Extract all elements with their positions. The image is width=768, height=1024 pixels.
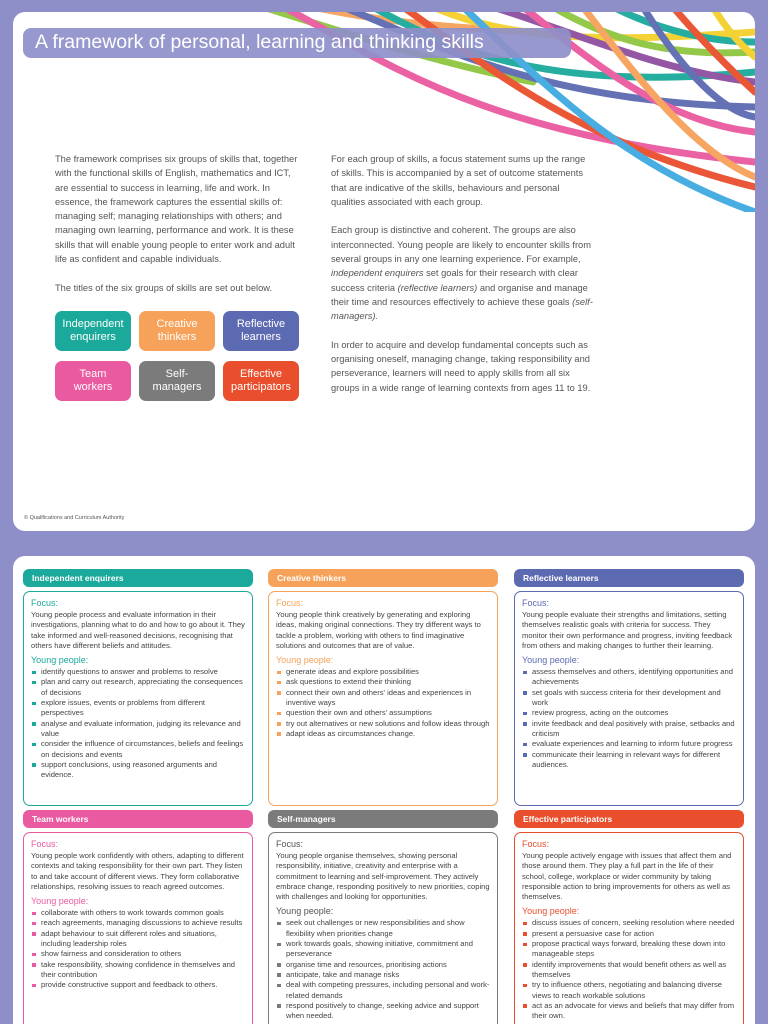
list-item: communicate their learning in relevant ways for different audiences. bbox=[522, 750, 736, 771]
skills-detail-page bbox=[13, 556, 755, 1024]
focus-label: Focus: bbox=[522, 598, 550, 608]
group-header: Team workers bbox=[23, 810, 253, 828]
group-header: Reflective learners bbox=[514, 569, 744, 587]
focus-label: Focus: bbox=[276, 598, 304, 608]
group-box bbox=[23, 832, 253, 1024]
page-title: A framework of personal, learning and thinking skills bbox=[35, 31, 484, 53]
list-item: seek out challenges or new responsibilities and show flexibility when priorities change bbox=[276, 918, 490, 939]
pill-creative-thinkers: Creative thinkers bbox=[139, 311, 215, 351]
focus-label: Focus: bbox=[522, 839, 550, 849]
pill-effective-participators: Effective participators bbox=[223, 361, 299, 401]
list-item: analyse and evaluate information, judging its relevance and value bbox=[31, 719, 245, 740]
pill-team-workers: Team workers bbox=[55, 361, 131, 401]
list-item: organise time and resources, prioritising actions bbox=[276, 960, 490, 970]
group-box bbox=[514, 832, 744, 1024]
focus-text: Young people evaluate their strengths and limitations, setting themselves realistic goals with criteria for success. They monitor their own performance and progress, inviting feedback from others and making changes to further their learning. bbox=[522, 610, 733, 650]
list-item: question their own and others' assumptions bbox=[276, 708, 490, 718]
young-people-label: Young people: bbox=[31, 655, 89, 666]
intro-paragraph: In order to acquire and develop fundamental concepts such as organising oneself, managing change, taking responsibility and perseverance, learners will need to apply skills from all six groups in a wide range of learning contexts from ages 11 to 19. bbox=[331, 339, 591, 393]
young-people-label: Young people: bbox=[276, 655, 334, 666]
list-item: adapt behaviour to suit different roles and situations, including leadership roles bbox=[31, 929, 245, 950]
list-item: connect their own and others' ideas and experiences in inventive ways bbox=[276, 688, 490, 709]
pill-reflective-learners: Reflective learners bbox=[223, 311, 299, 351]
outcome-list bbox=[276, 918, 490, 1021]
outcome-list bbox=[522, 667, 736, 770]
focus-text: Young people process and evaluate information in their investigations, planning what to do and how to go about it. They take informed and well-reasoned decisions, recognising that others have different beliefs and attitudes. bbox=[31, 610, 245, 650]
focus-text: Young people actively engage with issues that affect them and those around them. They play a full part in the life of their school, college, workplace or wider community by taking responsible action to bring improvements for others as well as themselves. bbox=[522, 851, 732, 902]
focus-label: Focus: bbox=[31, 598, 59, 608]
group-box bbox=[514, 591, 744, 806]
focus-text: Young people work confidently with others, adapting to different contexts and taking responsibility for their own part. They listen to and take account of different views. They form collaborative relationships, resolving issues to reach agreed outcomes. bbox=[31, 851, 244, 891]
outcome-list bbox=[276, 667, 490, 739]
framework-page bbox=[13, 12, 755, 531]
list-item: work towards goals, showing initiative, commitment and perseverance bbox=[276, 939, 490, 960]
focus-text: Young people think creatively by generating and exploring ideas, making original connections. They try different ways to tackle a problem, working with others to find imaginative solutions and outcomes that are of value. bbox=[276, 610, 481, 650]
focus-label: Focus: bbox=[31, 839, 59, 849]
focus-label: Focus: bbox=[276, 839, 304, 849]
group-header: Self-managers bbox=[268, 810, 498, 828]
list-item: present a persuasive case for action bbox=[522, 929, 736, 939]
focus-text: Young people organise themselves, showing personal responsibility, initiative, creativity and enterprise with a commitment to learning and self-improvement. They actively embrace change, responding positively to new priorities, coping with challenges and looking for opportunities. bbox=[276, 851, 490, 902]
list-item: respond positively to change, seeking advice and support when needed. bbox=[276, 1001, 490, 1022]
intro-column-right bbox=[331, 152, 595, 409]
list-item: propose practical ways forward, breaking these down into manageable steps bbox=[522, 939, 736, 960]
list-item: identify improvements that would benefit others as well as themselves bbox=[522, 960, 736, 981]
intro-column-left bbox=[55, 152, 305, 309]
intro-paragraph: The framework comprises six groups of skills that, together with the functional skills of English, mathematics and ICT, are essential to success in learning, life and work. In essence, the framework captures the essential skills of: managing self; managing relationships with others; and managing own learning, performance and work. It is these skills that will enable young people to enter work and adult life as confident and capable individuals. bbox=[55, 154, 298, 265]
list-item: consider the influence of circumstances, beliefs and feelings on decisions and events bbox=[31, 739, 245, 760]
young-people-label: Young people: bbox=[522, 906, 580, 917]
list-item: adapt ideas as circumstances change. bbox=[276, 729, 490, 739]
list-item: evaluate experiences and learning to inform future progress bbox=[522, 739, 736, 749]
intro-paragraph: For each group of skills, a focus statement sums up the range of skills. This is accompanied by a set of outcome statements that are indicative of the skills, behaviours and personal qualities associated with each group. bbox=[331, 154, 586, 207]
young-people-label: Young people: bbox=[522, 655, 580, 666]
list-item: assess themselves and others, identifying opportunities and achievements bbox=[522, 667, 736, 688]
list-item: ask questions to extend their thinking bbox=[276, 677, 490, 687]
group-box bbox=[23, 591, 253, 806]
group-header: Creative thinkers bbox=[268, 569, 498, 587]
outcome-list bbox=[31, 667, 245, 780]
list-item: collaborate with others to work towards common goals bbox=[31, 908, 245, 918]
list-item: take responsibility, showing confidence in themselves and their contribution bbox=[31, 960, 245, 981]
pill-independent-enquirers: Independent enquirers bbox=[55, 311, 131, 351]
pill-self-managers: Self- managers bbox=[139, 361, 215, 401]
group-header: Independent enquirers bbox=[23, 569, 253, 587]
intro-paragraph: The titles of the six groups of skills are set out below. bbox=[55, 282, 273, 293]
list-item: deal with competing pressures, including personal and work-related demands bbox=[276, 980, 490, 1001]
list-item: discuss issues of concern, seeking resolution where needed bbox=[522, 918, 736, 928]
group-box bbox=[268, 591, 498, 806]
group-box bbox=[268, 832, 498, 1024]
list-item: support conclusions, using reasoned arguments and evidence. bbox=[31, 760, 245, 781]
list-item: show fairness and consideration to others bbox=[31, 949, 245, 959]
list-item: act as an advocate for views and beliefs that may differ from their own. bbox=[522, 1001, 736, 1022]
list-item: reach agreements, managing discussions to achieve results bbox=[31, 918, 245, 928]
list-item: anticipate, take and manage risks bbox=[276, 970, 490, 980]
outcome-list bbox=[522, 918, 736, 1021]
list-item: review progress, acting on the outcomes bbox=[522, 708, 736, 718]
list-item: set goals with success criteria for their development and work bbox=[522, 688, 736, 709]
list-item: explore issues, events or problems from different perspectives bbox=[31, 698, 245, 719]
list-item: provide constructive support and feedback to others. bbox=[31, 980, 245, 990]
outcome-list bbox=[31, 908, 245, 990]
list-item: try out alternatives or new solutions and follow ideas through bbox=[276, 719, 490, 729]
list-item: plan and carry out research, appreciating the consequences of decisions bbox=[31, 677, 245, 698]
intro-paragraph: Each group is distinctive and coherent. The groups are also interconnected. Young people are likely to encounter skills from several groups in any one learning experience. For example, independent enquirers set goals for their research with clear success criteria (reflective learners) and organise and manage their time and resources effectively to achieve these goals (self-managers). bbox=[331, 225, 593, 322]
young-people-label: Young people: bbox=[276, 906, 334, 917]
list-item: generate ideas and explore possibilities bbox=[276, 667, 490, 677]
list-item: identify questions to answer and problems to resolve bbox=[31, 667, 245, 677]
list-item: try to influence others, negotiating and balancing diverse views to reach workable solutions bbox=[522, 980, 736, 1001]
copyright: © Qualifications and Curriculum Authority bbox=[24, 515, 125, 521]
group-header: Effective participators bbox=[514, 810, 744, 828]
young-people-label: Young people: bbox=[31, 896, 89, 907]
list-item: invite feedback and deal positively with praise, setbacks and criticism bbox=[522, 719, 736, 740]
